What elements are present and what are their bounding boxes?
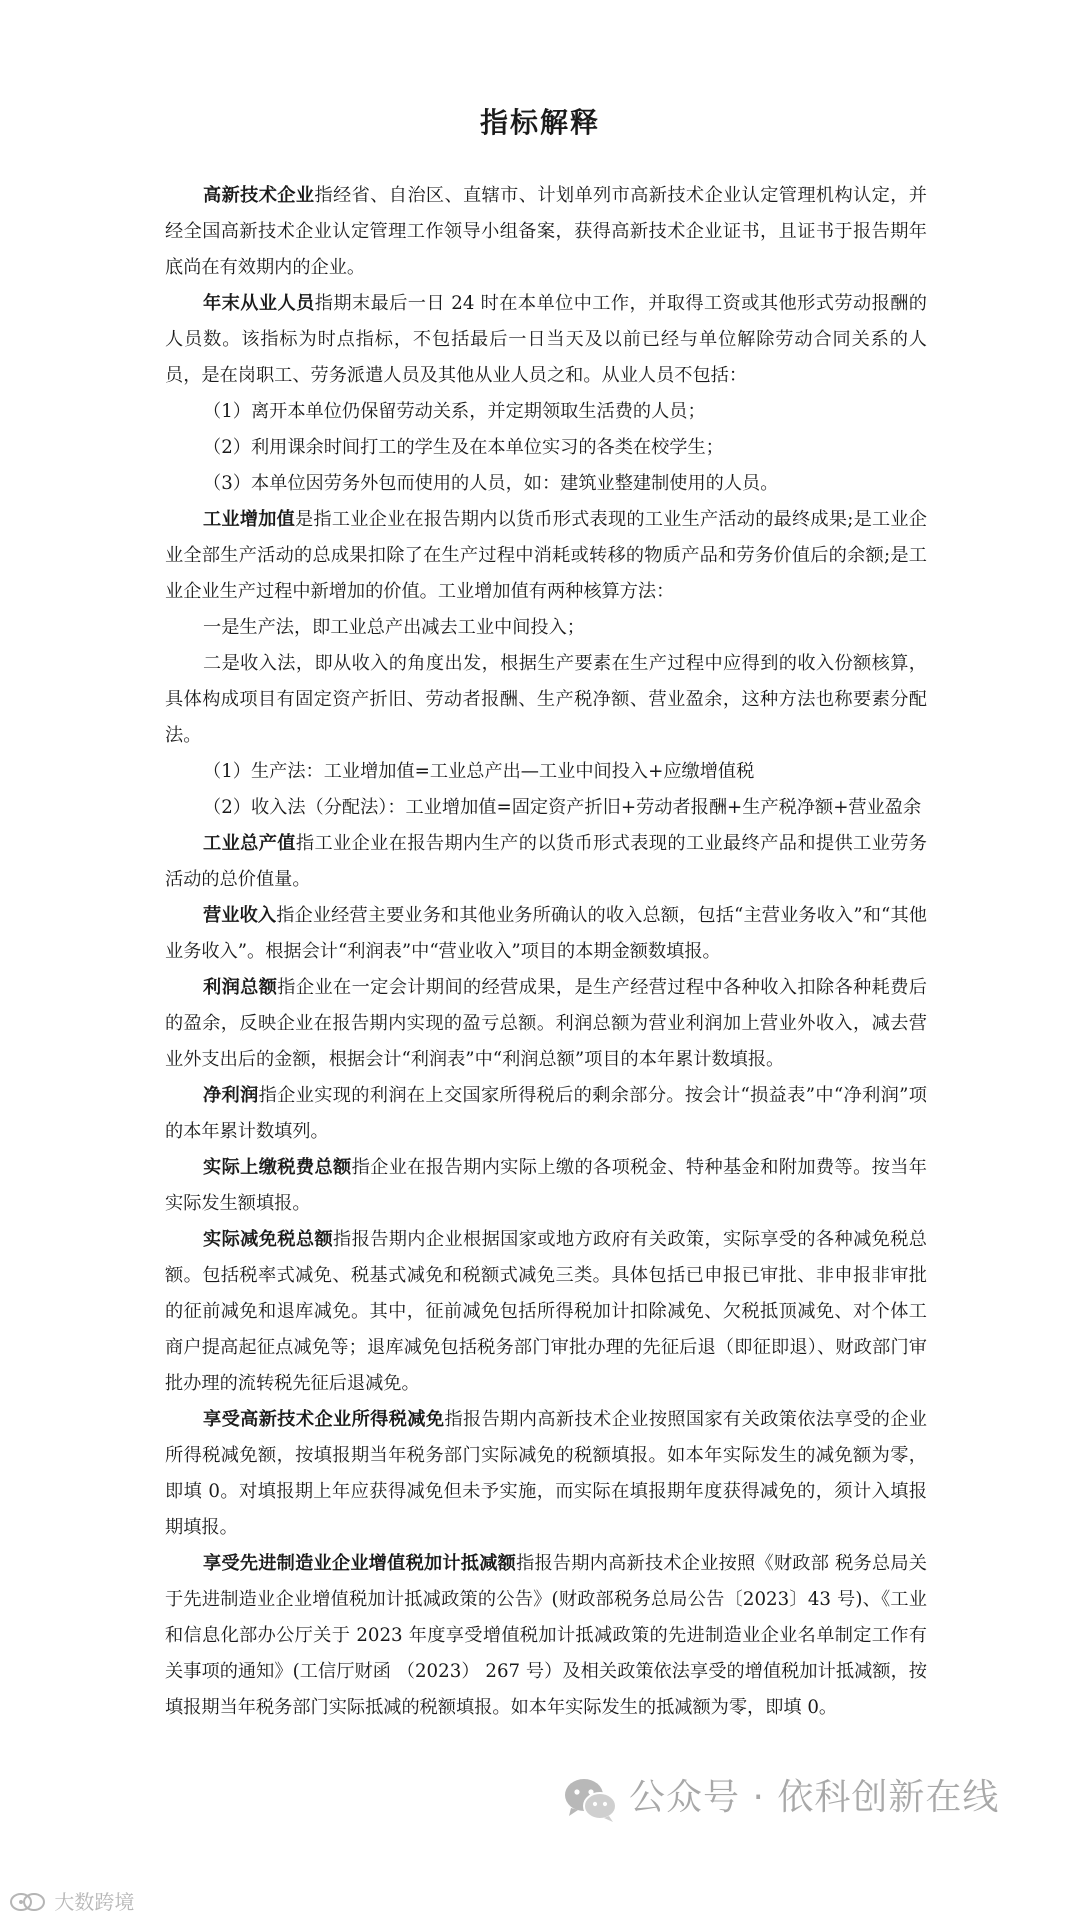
paragraph	[165, 898, 927, 970]
paragraph	[165, 178, 927, 286]
paragraph-text: 指报告期内高新技术企业按照《财政部 税务总局关于先进制造业企业增值税加计抵减政策的公告》(财政部税务总局公告〔2023〕43 号)、《工业和信息化部办公厅关于 2023 年度享受增值税加计抵减政策的先进制造业企业名单制定工作有关事项的通知》(工信厅财函 （2023） 267 号）及相关政策依法享受的增值税加计抵减额，按填报期当年税务部门实际抵减的税额填报。如本年实际发生的抵减额为零，即填 0。	[165, 1553, 927, 1718]
wechat-icon	[563, 1776, 619, 1824]
paragraph-text: （2）收入法（分配法）：工业增加值=固定资产折旧+劳动者报酬+生产税净额+营业盈余	[203, 797, 922, 818]
paragraph-text: 指企业实现的利润在上交国家所得税后的剩余部分。按会计“损益表”中“净利润”项的本年累计数填列。	[165, 1085, 927, 1142]
paragraph-text: （2）利用课余时间打工的学生及在本单位实习的各类在校学生；	[203, 437, 724, 458]
paragraph	[165, 1402, 927, 1546]
watermark-logo-icon	[8, 1889, 48, 1915]
paragraph	[165, 502, 927, 610]
watermark	[8, 1886, 134, 1914]
term-heading: 利润总额	[203, 977, 278, 998]
paragraph-text: 一是生产法，即工业总产出减去工业中间投入；	[203, 617, 585, 638]
paragraph-text: 指经省、自治区、直辖市、计划单列市高新技术企业认定管理机构认定，并经全国高新技术企业认定管理工作领导小组备案，获得高新技术企业证书，且证书于报告期年底尚在有效期内的企业。	[165, 185, 927, 278]
paragraph-text: 指企业在报告期内实际上缴的各项税金、特种基金和附加费等。按当年实际发生额填报。	[165, 1157, 927, 1214]
paragraph	[165, 1078, 927, 1150]
term-heading: 工业增加值	[203, 509, 296, 530]
paragraph	[165, 754, 927, 790]
term-heading: 年末从业人员	[203, 293, 315, 314]
paragraph	[165, 646, 927, 754]
term-heading: 享受先进制造业企业增值税加计抵减额	[203, 1553, 517, 1574]
paragraph	[165, 790, 927, 826]
paragraph	[165, 1222, 927, 1402]
wechat-account-badge	[563, 1768, 1053, 1828]
wechat-account-name: 公众号 · 依科创新在线	[629, 1777, 1000, 1818]
term-heading: 工业总产值	[203, 833, 296, 854]
paragraph-text: 指期末最后一日 24 时在本单位中工作，并取得工资或其他形式劳动报酬的人员数。该指标为时点指标，不包括最后一日当天及以前已经与单位解除劳动合同关系的人员，是在岗职工、劳务派遣人员及其他从业人员之和。从业人员不包括：	[165, 293, 927, 386]
paragraph	[165, 466, 927, 502]
document-body	[165, 178, 927, 1726]
paragraph	[165, 286, 927, 394]
paragraph	[165, 970, 927, 1078]
term-heading: 净利润	[203, 1085, 259, 1106]
paragraph	[165, 610, 927, 646]
paragraph-text: （1）离开本单位仍保留劳动关系，并定期领取生活费的人员；	[203, 401, 706, 422]
paragraph-text: 是指工业企业在报告期内以货币形式表现的工业生产活动的最终成果;是工业企业全部生产活动的总成果扣除了在生产过程中消耗或转移的物质产品和劳务价值后的余额;是工业企业生产过程中新增加的价值。工业增加值有两种核算方法：	[165, 509, 927, 602]
paragraph-text: 指报告期内高新技术企业按照国家有关政策依法享受的企业所得税减免额，按填报期当年税务部门实际减免的税额填报。如本年实际发生的减免额为零，即填 0。对填报期上年应获得减免但未予实施，而实际在填报期年度获得减免的，须计入填报期填报。	[165, 1409, 927, 1538]
term-heading: 享受高新技术企业所得税减免	[203, 1409, 445, 1430]
term-heading: 营业收入	[203, 905, 277, 926]
paragraph-text: 二是收入法，即从收入的角度出发，根据生产要素在生产过程中应得到的收入份额核算，具体构成项目有固定资产折旧、劳动者报酬、生产税净额、营业盈余，这种方法也称要素分配法。	[165, 653, 927, 746]
paragraph-text: 指报告期内企业根据国家或地方政府有关政策，实际享受的各种减免税总额。包括税率式减免、税基式减免和税额式减免三类。具体包括已申报已审批、非申报非审批的征前减免和退库减免。其中，征前减免包括所得税加计扣除减免、欠税抵顶减免、对个体工商户提高起征点减免等；退库减免包括税务部门审批办理的先征后退（即征即退）、财政部门审批办理的流转税先征后退减免。	[165, 1229, 927, 1394]
paragraph	[165, 1546, 927, 1726]
paragraph	[165, 826, 927, 898]
paragraph-text: 指企业在一定会计期间的经营成果，是生产经营过程中各种收入扣除各种耗费后的盈余，反映企业在报告期内实现的盈亏总额。利润总额为营业利润加上营业外收入，减去营业外支出后的金额，根据会计“利润表”中“利润总额”项目的本年累计数填报。	[165, 977, 927, 1070]
paragraph	[165, 1150, 927, 1222]
paragraph	[165, 394, 927, 430]
paragraph-text: 指工业企业在报告期内生产的以货币形式表现的工业最终产品和提供工业劳务活动的总价值量。	[165, 833, 927, 890]
paragraph-text: （1）生产法：工业增加值=工业总产出—工业中间投入+应缴增值税	[203, 761, 755, 782]
paragraph-text: （3）本单位因劳务外包而使用的人员，如：建筑业整建制使用的人员。	[203, 473, 779, 494]
page-title: 指标解释	[479, 106, 600, 139]
watermark-text: 大数跨境	[54, 1889, 135, 1914]
term-heading: 高新技术企业	[203, 185, 315, 206]
term-heading: 实际减免税总额	[203, 1229, 334, 1250]
paragraph-text: 指企业经营主要业务和其他业务所确认的收入总额，包括“主营业务收入”和“其他业务收入”。根据会计“利润表”中“营业收入”项目的本期金额数填报。	[165, 905, 927, 962]
term-heading: 实际上缴税费总额	[203, 1157, 352, 1178]
paragraph	[165, 430, 927, 466]
